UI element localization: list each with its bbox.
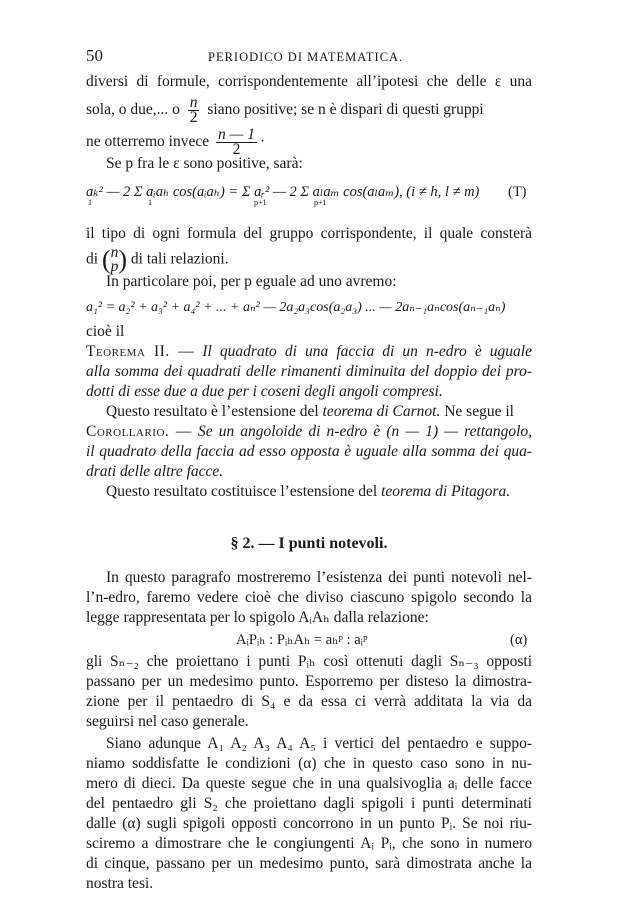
text-line: diversi di formule, corrispondentemente all’ipotesi che delle ε una: [86, 73, 532, 90]
paragraph-line: dalle (α) sugli spigoli opposti concorrono in un punto Pᵢ. Se noi riu-: [86, 815, 532, 832]
paragraph-line: zione per il pentaedro di S₄ e da essa ci verrà additata la via da: [86, 693, 532, 710]
section-title: § 2. — I punti notevoli.: [230, 535, 388, 552]
text-line-with-fraction: ne otterremo invece $\frac{n — 1}{2}$ ·: [86, 126, 266, 158]
theorem-text: Il quadrato di una faccia di un n-edro è uguale: [202, 343, 532, 360]
fraction-denominator: 2: [232, 141, 241, 158]
corollary-label: Corollario. —: [86, 423, 192, 440]
fraction-numerator: n: [189, 94, 198, 111]
equation-label: (α): [510, 632, 528, 648]
paragraph-line: l’n-edro, faremo vedere cioè che diviso ciascuno spigolo secondo la: [86, 589, 532, 606]
text-span: ne otterremo invece: [86, 133, 210, 151]
text-line: [106, 402, 532, 422]
paragraph-line: passano per un medesimo punto. Esporremo per disteso la dimostra-: [86, 673, 532, 690]
paragraph-line: sciremo a dimostrare che le congiungenti Aᵢ Pᵢ, che sono in numero: [86, 835, 532, 852]
equation-2: a₁² = a₂² + a₃² + a₄² + ... + aₙ² — 2a₂a₃cos(a₂a₃) ... — 2aₙ₋₁aₙcos(aₙ₋₁aₙ): [86, 300, 506, 315]
paragraph-line: niamo soddisfatte le condizioni (α) che in questo caso sono in nu-: [86, 755, 532, 772]
text-span: siano positive; se n è dispari di questi gruppi: [207, 101, 484, 119]
text-span: di: [86, 250, 99, 268]
text-span: di tali relazioni.: [130, 250, 229, 268]
theorem-line: alla somma dei quadrati delle rimanenti diminuita del doppio dei pro-: [86, 363, 532, 380]
binomial-bottom: p: [110, 258, 119, 275]
paragraph-line: mero di dieci. Da queste segue che in una qualsivoglia aᵢ delle facce: [86, 775, 532, 792]
fraction-denominator: 2: [189, 109, 198, 126]
fraction: [188, 96, 200, 125]
text-line-with-binomial: di ( n p ) di tali relazioni.: [86, 244, 229, 275]
page-number: 50: [86, 46, 103, 65]
theorem-label: Teorema II. —: [86, 343, 195, 360]
text-line: cioè il: [86, 323, 125, 340]
text-span: sola, o due,... o: [86, 101, 180, 119]
text-line: Se p fra le ε sono positive, sarà:: [106, 155, 303, 172]
equation-T: [86, 182, 532, 202]
binomial: [111, 246, 119, 274]
paragraph-line: Siano adunque A₁ A₂ A₃ A₄ A₅ i vertici del pentaedro e suppo-: [106, 735, 532, 752]
paragraph-line: di cinque, passano per un medesimo punto, sarà dimostrata anche la: [86, 855, 532, 872]
paragraph-line: legge rappresentata per lo spigolo AᵢAₕ dalla relazione:: [86, 609, 429, 626]
paragraph-line: In questo paragrafo mostreremo l’esistenza dei punti notevoli nel-: [106, 569, 532, 586]
paragraph-line: del pentaedro gli S₂ che proiettano dagli spigoli i punti determinati: [86, 795, 532, 812]
paragraph-line: gli Sₙ₋₂ che proiettano i punti Pᵢₕ così ottenuti dagli Sₙ₋₃ opposti: [86, 653, 532, 670]
theorem-line: [86, 342, 532, 362]
corollary-line: drati delle altre facce.: [86, 463, 224, 480]
corollary-line: [86, 422, 532, 442]
text-span: Questo resultato è l’estensione del: [106, 403, 319, 420]
text-line: [106, 482, 552, 502]
corollary-line: il quadrato della faccia ad esso opposta è uguale alla somma dei qua-: [86, 443, 532, 460]
sum-limit: p+1: [314, 198, 327, 207]
corollary-text: Se un angoloide di n-edro è (n — 1) — rettangolo,: [197, 423, 533, 440]
equation-label: (T): [508, 184, 527, 200]
sum-limit: 1: [148, 198, 152, 207]
text-span: Ne segue il: [444, 403, 514, 420]
text-line: il tipo di ogni formula del gruppo corrispondente, il quale consterà: [86, 225, 532, 242]
running-title: PERIODICO DI MATEMATICA.: [208, 50, 404, 64]
text-line: In particolare poi, per p eguale ad uno avremo:: [106, 273, 397, 290]
fraction: [216, 128, 257, 157]
equation-alpha: AᵢPᵢₕ : PᵢₕAₕ = aₕᵖ : aᵢᵖ: [236, 632, 368, 648]
text-span-italic: teorema di Carnot.: [322, 403, 441, 420]
binomial-top: n: [110, 244, 119, 261]
paragraph-line: seguirsi nel caso generale.: [86, 713, 249, 730]
paragraph-line: nostra tesi.: [86, 875, 154, 892]
equation-body: aₖ² — 2 Σ aᵢaₕ cos(aᵢaₕ) = Σ aᵣ² — 2 Σ aₗaₘ cos(aₗaₘ), (i ≠ h, l ≠ m): [86, 184, 480, 200]
text-line-with-fraction: [86, 96, 532, 125]
text-span: Questo resultato costituisce l’estensione del: [106, 483, 378, 500]
fraction-numerator: n — 1: [217, 126, 255, 143]
sum-limit: 1: [88, 198, 92, 207]
sum-limit: p+1: [254, 198, 267, 207]
theorem-line: dotti di esse due a due per i coseni degli angoli compresi.: [86, 383, 443, 400]
text-span-italic: teorema di Pitagora.: [381, 483, 511, 500]
